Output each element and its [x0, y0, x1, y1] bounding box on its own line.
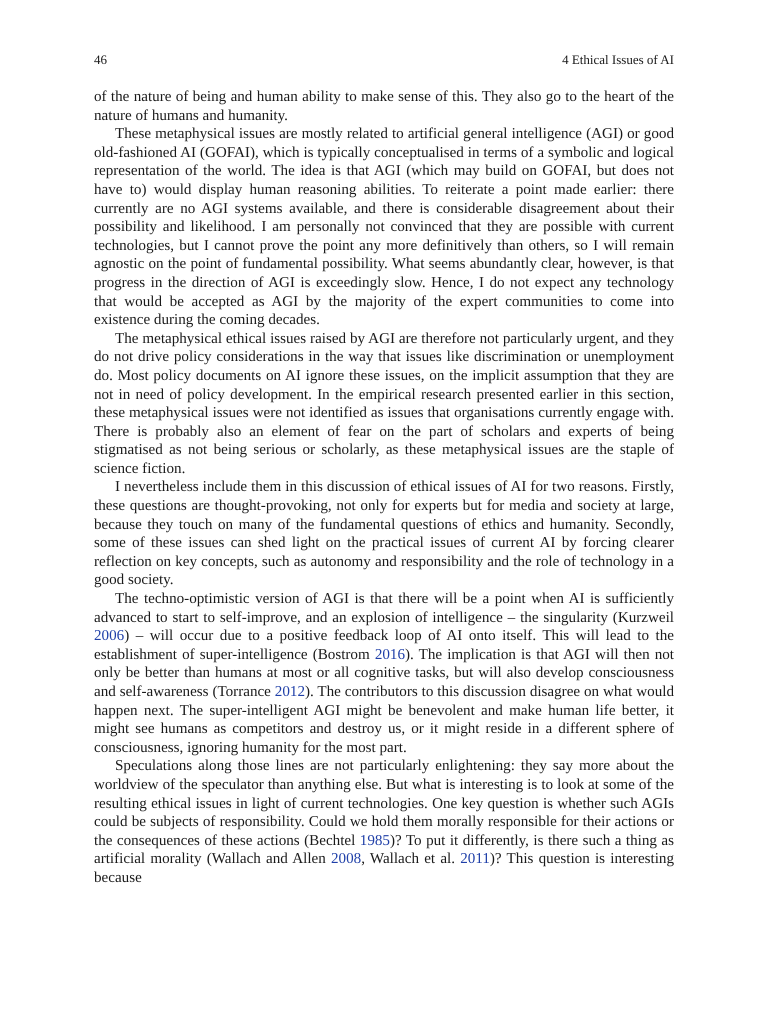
citation-year-link[interactable]: 2008 [331, 851, 362, 868]
text-segment: I nevertheless include them in this discussion of ethical issues of AI for two reasons. Firstly, these questions are thought-provoking, not only for experts but for media and society at large, because they touch on many of the fundamental questions of ethics and humanity. Secondly, some of these issues can shed light on the practical issues of current AI by forcing clearer reflection on key concepts, such as autonomy and responsibility and the role of technology in a good society. [94, 479, 674, 589]
paragraph [94, 590, 674, 757]
citation-year-link[interactable]: 2006 [94, 628, 125, 645]
text-segment: The metaphysical ethical issues raised by AGI are therefore not particularly urgent, and they do not drive policy considerations in the way that issues like discrimination or unemployment do. Most policy documents on AI ignore these issues, on the implicit assumption that they are not in need of policy development. In the empirical research presented earlier in this section, these metaphysical issues were not identified as issues that organisations currently engage with. There is probably also an element of fear on the part of scholars and experts of being stigmatised as not being serious or scholarly, as these metaphysical issues are the staple of science fiction. [94, 330, 674, 477]
paragraph [94, 478, 674, 590]
text-segment: ) – will occur due to a positive feedback loop of AI onto itself. This will lead to the establishment of super-intelligence (Bostrom [94, 628, 674, 663]
citation-year-link[interactable]: 2016 [374, 646, 406, 663]
paragraph [94, 88, 674, 125]
citation-year-link[interactable]: 2011 [460, 851, 490, 868]
text-segment: The techno-optimistic version of AGI is that there will be a point when AI is sufficiently advanced to start to self-improve, and an explosion of intelligence – the singularity (Kurzweil [94, 591, 674, 626]
page-number: 46 [94, 52, 107, 67]
text-segment: of the nature of being and human ability to make sense of this. They also go to the heart of the nature of humans and humanity. [94, 89, 674, 124]
text-segment: These metaphysical issues are mostly related to artificial general intelligence (AGI) or good old-fashioned AI (GOFAI), which is typically conceptualised in terms of a symbolic and logical representation of the world. The idea is that AGI (which may build on GOFAI, but does not have to) would display human reasoning abilities. To reiterate a point made earlier: there currently are no AGI systems available, and there is considerable disagreement about their possibility and likelihood. I am personally not convinced that they are possible with current technologies, but I cannot prove the point any more definitively than others, so I will remain agnostic on the point of fundamental possibility. What seems abundantly clear, however, is that progress in the direction of AGI is exceedingly slow. Hence, I do not expect any technology that would be accepted as AGI by the majority of the expert communities to come into existence during the coming decades. [94, 126, 674, 329]
citation-year-link[interactable]: 1985 [359, 832, 390, 849]
paragraph [94, 125, 674, 330]
paragraph [94, 757, 674, 887]
body-text [94, 88, 674, 888]
paragraph [94, 330, 674, 479]
text-segment: ). The contributors to this discussion disagree on what would happen next. The super-intelligent AGI might be benevolent and make human life better, it might see humans as competitors and destroy us, or it might reside in a different sphere of consciousness, ignoring humanity for the most part. [94, 684, 674, 756]
citation-year-link[interactable]: 2012 [274, 684, 305, 700]
text-segment: )? To put it differently, is there such a thing as artificial morality (Wallach and Allen [94, 832, 674, 868]
text-segment: )? This question is interesting because [94, 851, 675, 886]
chapter-title: 4 Ethical Issues of AI [562, 52, 674, 67]
text-segment: , Wallach et al. [361, 851, 461, 868]
text-segment: ). The implication is that AGI will then not only be better than humans at most or all cognitive tasks, but will also develop consciousness and self-awareness (Torrance [94, 646, 674, 700]
text-segment: Speculations along those lines are not particularly enlightening: they say more about the worldview of the speculator than anything else. But what is interesting is to look at some of the resulting ethical issues in light of current technologies. One key question is whether such AGIs could be subjects of responsibility. Could we hold them morally responsible for their actions or the consequences of these actions (Bechtel [94, 758, 674, 849]
